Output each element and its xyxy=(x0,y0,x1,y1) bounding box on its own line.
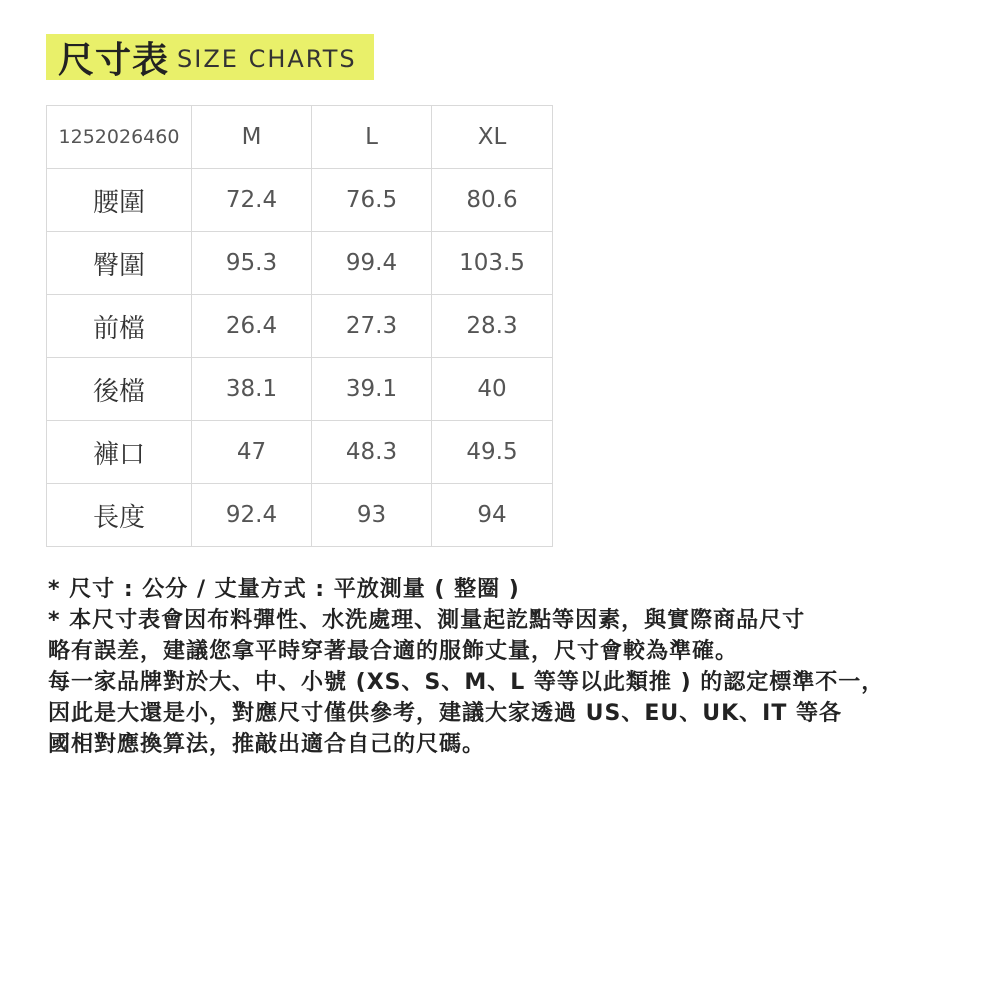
row-label-waist: 腰圍 xyxy=(47,169,192,232)
table-cell: 28.3 xyxy=(432,295,553,358)
table-cell: 103.5 xyxy=(432,232,553,295)
table-row xyxy=(47,169,553,232)
table-cell: 47 xyxy=(192,421,312,484)
note-line: 因此是大還是小，對應尺寸僅供參考，建議大家透過 US、EU、UK、IT 等各 xyxy=(48,701,843,726)
size-chart-title xyxy=(46,34,374,80)
product-code: 1252026460 xyxy=(47,106,192,169)
table-cell: 49.5 xyxy=(432,421,553,484)
size-header-l: L xyxy=(312,106,432,169)
note-line: 每一家品牌對於大、中、小號 (XS、S、M、L 等等以此類推 ) 的認定標準不一， xyxy=(48,670,885,695)
table-cell: 40 xyxy=(432,358,553,421)
row-label-length: 長度 xyxy=(47,484,192,547)
table-cell: 27.3 xyxy=(312,295,432,358)
table-cell: 93 xyxy=(312,484,432,547)
table-header-row xyxy=(47,106,553,169)
table-cell: 95.3 xyxy=(192,232,312,295)
table-cell: 99.4 xyxy=(312,232,432,295)
table-cell: 48.3 xyxy=(312,421,432,484)
table-cell: 26.4 xyxy=(192,295,312,358)
table-row xyxy=(47,295,553,358)
table-cell: 38.1 xyxy=(192,358,312,421)
row-label-front-rise: 前檔 xyxy=(47,295,192,358)
row-label-hip: 臀圍 xyxy=(47,232,192,295)
table-cell: 80.6 xyxy=(432,169,553,232)
title-english: SIZE CHARTS xyxy=(177,45,357,73)
size-notes xyxy=(48,574,968,760)
table-row xyxy=(47,358,553,421)
size-header-xl: XL xyxy=(432,106,553,169)
note-line: 略有誤差，建議您拿平時穿著最合適的服飾丈量，尺寸會較為準確。 xyxy=(48,639,739,664)
table-cell: 94 xyxy=(432,484,553,547)
table-cell: 39.1 xyxy=(312,358,432,421)
table-cell: 72.4 xyxy=(192,169,312,232)
size-header-m: M xyxy=(192,106,312,169)
table-cell: 76.5 xyxy=(312,169,432,232)
title-chinese: 尺寸表 xyxy=(58,39,170,81)
table-row xyxy=(47,232,553,295)
table-cell: 92.4 xyxy=(192,484,312,547)
size-table xyxy=(46,105,553,547)
table-row xyxy=(47,421,553,484)
note-line: * 本尺寸表會因布料彈性、水洗處理、測量起訖點等因素，與實際商品尺寸 xyxy=(48,608,806,633)
table-row xyxy=(47,484,553,547)
row-label-back-rise: 後檔 xyxy=(47,358,192,421)
note-line: 國相對應換算法，推敲出適合自己的尺碼。 xyxy=(48,732,486,757)
note-line: * 尺寸 : 公分 / 丈量方式 : 平放測量 ( 整圈 ) xyxy=(48,577,520,602)
row-label-leg-opening: 褲口 xyxy=(47,421,192,484)
